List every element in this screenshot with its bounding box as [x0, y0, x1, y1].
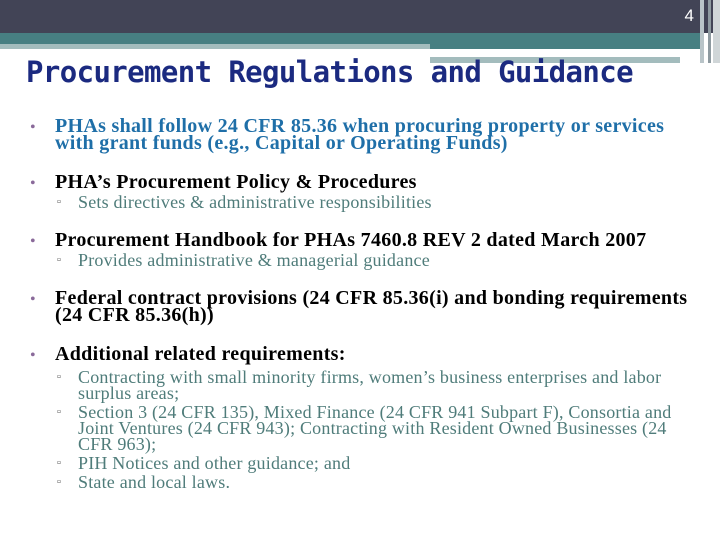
sub-bullet: [55, 252, 690, 268]
sub-bullet-text: Provides administrative & managerial guidance: [78, 250, 430, 270]
square-bullet-icon: ▫: [57, 476, 62, 488]
bullet-item: [30, 229, 690, 270]
header-stripe: [430, 44, 700, 49]
bullet-icon: •: [30, 175, 36, 192]
bullet-list: [30, 115, 690, 509]
sub-bullet-text: Section 3 (24 CFR 135), Mixed Finance (24 CFR 941 Subpart F), Consortia and Joint Ventures (24 CFR 943); Contracting with Resident Owned Businesses (24 CFR 963);: [78, 402, 672, 454]
header-stripe: [0, 33, 700, 44]
bullet-text: Federal contract provisions (24 CFR 85.36(i) and bonding requirements (24 CFR 85.36(h)): [55, 287, 688, 326]
bullet-item: [30, 171, 690, 212]
bullet-icon: •: [30, 347, 36, 364]
sub-bullet: [55, 474, 690, 490]
bullet-text: Additional related requirements:: [55, 343, 346, 365]
bullet-item: [30, 115, 690, 154]
bullet-icon: •: [30, 233, 36, 250]
sub-bullet: [55, 369, 690, 401]
sub-bullet-text: State and local laws.: [78, 472, 231, 492]
bullet-text: PHA’s Procurement Policy & Procedures: [55, 171, 417, 193]
slide-title: Procurement Regulations and Guidance: [26, 55, 633, 89]
sub-bullet-text: PIH Notices and other guidance; and: [78, 453, 351, 473]
sub-bullet: [55, 455, 690, 471]
header-band: [0, 0, 720, 33]
bullet-item: [30, 343, 690, 492]
side-stripe: [708, 0, 711, 63]
page-number: 4: [684, 6, 694, 25]
square-bullet-icon: ▫: [57, 196, 62, 208]
bullet-icon: •: [30, 119, 36, 136]
square-bullet-icon: ▫: [57, 457, 62, 469]
bullet-icon: •: [30, 291, 36, 308]
square-bullet-icon: ▫: [57, 406, 62, 418]
side-stripe: [700, 0, 704, 63]
square-bullet-icon: ▫: [57, 371, 62, 383]
sub-bullet-text: Sets directives & administrative responsibilities: [78, 192, 432, 212]
bullet-item: [30, 287, 690, 326]
header-stripe: [0, 44, 430, 49]
sub-bullet-text: Contracting with small minority firms, women’s business enterprises and labor surplus areas;: [78, 367, 662, 403]
side-stripe: [713, 0, 720, 63]
sub-bullet: [55, 404, 690, 452]
sub-bullet: [55, 194, 690, 210]
bullet-text: Procurement Handbook for PHAs 7460.8 REV 2 dated March 2007: [55, 229, 647, 251]
square-bullet-icon: ▫: [57, 254, 62, 266]
bullet-text: PHAs shall follow 24 CFR 85.36 when procuring property or services with grant funds (e.g., Capital or Operating Funds): [55, 115, 665, 154]
